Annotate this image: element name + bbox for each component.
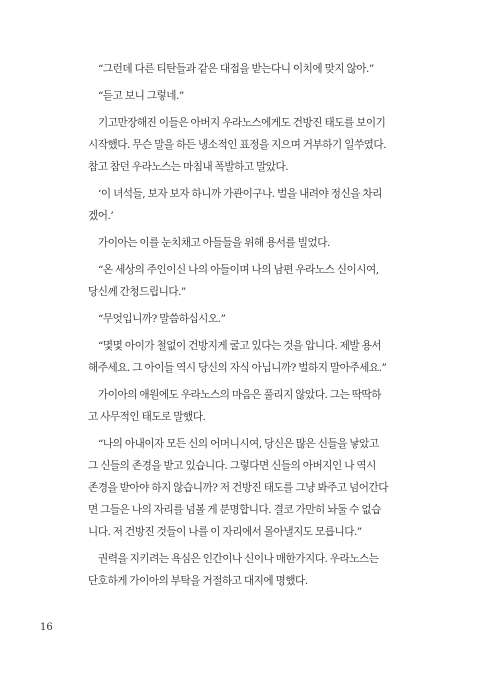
text-line: 시작했다. 무슨 말을 하든 냉소적인 표정을 지으며 거부하기 일쑤였다. bbox=[88, 139, 387, 151]
page-number: 16 bbox=[40, 622, 53, 633]
text-line: “그런데 다른 티탄들과 같은 대접을 받는다니 이치에 맞지 않아.” bbox=[98, 63, 374, 75]
text-line: “무엇입니까? 말씀하십시오.” bbox=[98, 313, 226, 325]
paragraph bbox=[88, 112, 422, 178]
text-line: 가이아는 이를 눈치채고 아들들을 위해 용서를 빌었다. bbox=[98, 237, 330, 249]
paragraph bbox=[88, 259, 422, 303]
text-line: 단호하게 가이아의 부탁을 거절하고 대지에 명했다. bbox=[88, 575, 308, 587]
text-line: 당신께 간청드립니다.” bbox=[88, 286, 186, 298]
text-line: 그 신들의 존경을 받고 있습니다. 그렇다면 신들의 아버지인 나 역시 bbox=[88, 460, 376, 472]
text-line: 면 그들은 나의 자리를 넘볼 게 분명합니다. 결코 가만히 놔둘 수 없습 bbox=[88, 504, 381, 516]
text-line: “온 세상의 주인이신 나의 아들이며 나의 남편 우라노스 신이시여, bbox=[98, 264, 379, 276]
paragraph bbox=[88, 384, 422, 428]
body-text bbox=[88, 58, 422, 597]
text-line: 권력을 지키려는 욕심은 인간이나 신이나 매한가지다. 우라노스는 bbox=[98, 553, 379, 565]
text-line: 참고 참던 우라노스는 마침내 폭발하고 말았다. bbox=[88, 161, 289, 173]
text-line: “나의 아내이자 모든 신의 어머니시여, 당신은 많은 신들을 낳았고 bbox=[98, 438, 379, 450]
text-line: 고 사무적인 태도로 말했다. bbox=[88, 411, 206, 423]
paragraph bbox=[88, 85, 422, 107]
text-line: 니다. 저 건방진 것들이 나를 이 자리에서 몰아낼지도 모릅니다.” bbox=[88, 526, 362, 538]
paragraph bbox=[88, 308, 422, 330]
paragraph bbox=[88, 183, 422, 227]
text-line: 해주세요. 그 아이들 역시 당신의 자식 아닙니까? 벌하지 말아주세요.” bbox=[88, 362, 387, 374]
text-line: ‘이 녀석들, 보자 보자 하니까 가관이구나. 벌을 내려야 정신을 차리 bbox=[98, 188, 382, 200]
paragraph bbox=[88, 58, 422, 80]
text-line: 존경을 받아야 하지 않습니까? 저 건방진 태도를 그냥 봐주고 넘어간다 bbox=[88, 482, 388, 494]
paragraph bbox=[88, 232, 422, 254]
paragraph bbox=[88, 335, 422, 379]
paragraph bbox=[88, 548, 422, 592]
paragraph bbox=[88, 433, 422, 543]
text-line: 가이아의 애원에도 우라노스의 마음은 풀리지 않았다. 그는 딱딱하 bbox=[98, 389, 381, 401]
text-line: “듣고 보니 그렇네.” bbox=[98, 90, 184, 102]
text-line: 기고만장해진 이들은 아버지 우라노스에게도 건방진 태도를 보이기 bbox=[98, 117, 386, 129]
text-line: 겠어.’ bbox=[88, 210, 114, 222]
text-line: “몇몇 아이가 철없이 건방지게 굴고 있다는 것을 압니다. 제발 용서 bbox=[98, 340, 382, 352]
